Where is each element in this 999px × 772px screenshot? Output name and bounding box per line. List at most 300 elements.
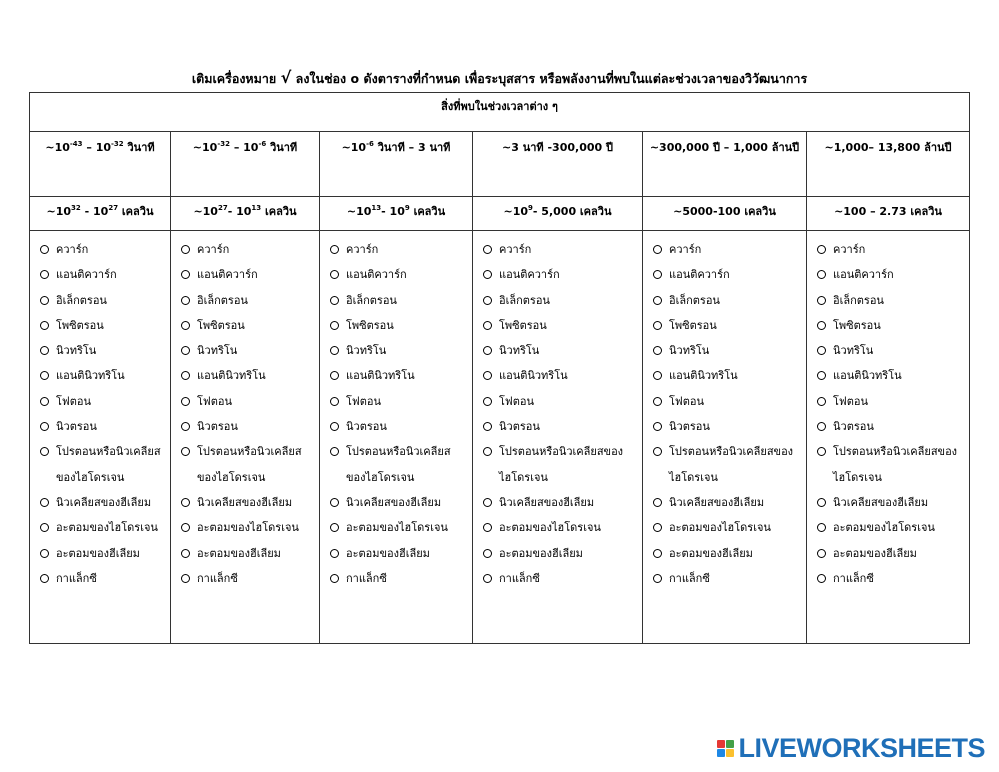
option-item <box>481 288 638 313</box>
option-checkbox[interactable] <box>40 523 49 532</box>
option-label: นิวเคลียสของฮีเลียม <box>833 495 929 509</box>
option-checkbox[interactable] <box>330 321 339 330</box>
option-item <box>328 515 468 540</box>
option-checkbox[interactable] <box>483 245 492 254</box>
table-header: สิ่งที่พบในช่วงเวลาต่าง ๆ <box>30 93 970 132</box>
option-label: นิวเคลียสของฮีเลียม <box>197 495 293 509</box>
option-label: กาแล็กซี <box>669 571 710 585</box>
range-mid: - 5,000 เคลวิน <box>532 205 612 218</box>
logo-square-3 <box>717 749 725 757</box>
option-label: แอนตินิวทริโน <box>669 369 738 383</box>
option-checkbox[interactable] <box>181 447 190 456</box>
option-item <box>481 363 638 388</box>
option-item <box>651 566 802 591</box>
option-item <box>651 313 802 338</box>
option-label: อะตอมของฮีเลียม <box>669 546 753 560</box>
option-label: นิวเคลียสของฮีเลียม <box>346 495 442 509</box>
option-label: นิวตรอน <box>833 420 874 434</box>
option-label: โปรตอนหรือนิวเคลียส ของไฮโดรเจน <box>346 445 451 484</box>
option-checkbox[interactable] <box>181 296 190 305</box>
option-label: อะตอมของฮีเลียม <box>833 546 917 560</box>
option-checkbox[interactable] <box>483 422 492 431</box>
option-checkbox[interactable] <box>817 397 826 406</box>
option-label: อะตอมของฮีเลียม <box>197 546 281 560</box>
option-checkbox[interactable] <box>181 371 190 380</box>
option-checkbox[interactable] <box>653 397 662 406</box>
option-item <box>481 338 638 363</box>
time-range-header <box>807 132 970 197</box>
logo-square-2 <box>726 740 734 748</box>
option-label: กาแล็กซี <box>197 571 238 585</box>
option-label: อะตอมของไฮโดรเจน <box>669 521 771 535</box>
option-checkbox[interactable] <box>330 245 339 254</box>
option-checkbox[interactable] <box>483 549 492 558</box>
option-checkbox[interactable] <box>817 371 826 380</box>
liveworksheets-logo <box>717 733 985 763</box>
option-item <box>651 515 802 540</box>
option-checkbox[interactable] <box>181 549 190 558</box>
option-item <box>179 313 315 338</box>
option-checkbox[interactable] <box>653 422 662 431</box>
option-item <box>815 262 965 287</box>
option-label: นิวทริโน <box>56 344 97 358</box>
option-checkbox[interactable] <box>330 574 339 583</box>
option-checkbox[interactable] <box>483 346 492 355</box>
option-label: โฟตอน <box>346 394 381 408</box>
option-item <box>179 414 315 439</box>
range-prefix: ~1,000– 13,800 ล้านปี <box>824 141 952 154</box>
option-checkbox[interactable] <box>40 321 49 330</box>
temperature-range-header <box>320 197 473 231</box>
option-label: โปรตอนหรือนิวเคลียสของ ไฮโดรเจน <box>669 445 794 484</box>
options-list <box>651 237 802 591</box>
option-item <box>481 389 638 414</box>
option-item <box>179 515 315 540</box>
option-label: แอนติควาร์ก <box>499 268 560 282</box>
option-item <box>481 237 638 262</box>
option-checkbox[interactable] <box>483 371 492 380</box>
option-checkbox[interactable] <box>181 422 190 431</box>
option-checkbox[interactable] <box>653 270 662 279</box>
option-checkbox[interactable] <box>40 549 49 558</box>
option-label: โปรตอนหรือนิวเคลียสของ ไฮโดรเจน <box>833 445 958 484</box>
option-item <box>651 541 802 566</box>
title-text-before: เติมเครื่องหมาย <box>191 71 277 86</box>
range-suffix: เคลวิน <box>118 205 154 218</box>
option-checkbox[interactable] <box>181 270 190 279</box>
option-label: โปรตอนหรือนิวเคลียส ของไฮโดรเจน <box>197 445 302 484</box>
option-item <box>481 414 638 439</box>
option-item <box>328 338 468 363</box>
range-prefix: ~10 <box>45 141 70 154</box>
option-item <box>38 541 166 566</box>
option-item <box>481 313 638 338</box>
option-label: อิเล็กตรอน <box>197 293 248 307</box>
options-cell <box>320 231 473 644</box>
range-prefix: ~5000-100 เคลวิน <box>673 205 776 218</box>
option-label: นิวตรอน <box>197 420 238 434</box>
option-item <box>481 541 638 566</box>
option-label: โพซิตรอน <box>346 318 394 332</box>
option-label: กาแล็กซี <box>56 571 97 585</box>
options-list <box>328 237 468 591</box>
option-label: นิวทริโน <box>833 344 874 358</box>
option-item <box>328 541 468 566</box>
option-checkbox[interactable] <box>330 270 339 279</box>
option-label: แอนติควาร์ก <box>669 268 730 282</box>
option-label: ควาร์ก <box>499 243 532 256</box>
range-exponent: 27 <box>217 204 228 212</box>
range-exponent: 32 <box>71 204 81 212</box>
option-checkbox[interactable] <box>817 574 826 583</box>
option-item <box>651 288 802 313</box>
option-label: อิเล็กตรอน <box>56 293 107 307</box>
option-label: ควาร์ก <box>56 243 89 256</box>
option-item <box>481 262 638 287</box>
option-item <box>38 363 166 388</box>
option-label: อะตอมของฮีเลียม <box>346 546 430 560</box>
option-item <box>328 288 468 313</box>
range-exponent: -32 <box>217 140 230 148</box>
option-label: โฟตอน <box>56 394 91 408</box>
check-mark-icon: √ <box>280 68 292 87</box>
option-item <box>38 262 166 287</box>
option-checkbox[interactable] <box>40 574 49 583</box>
range-exponent: 9 <box>404 204 410 212</box>
option-checkbox[interactable] <box>181 321 190 330</box>
option-checkbox[interactable] <box>181 523 190 532</box>
option-checkbox[interactable] <box>653 447 662 456</box>
option-label: อะตอมของไฮโดรเจน <box>346 521 448 535</box>
option-item <box>815 288 965 313</box>
option-item <box>179 439 315 490</box>
option-checkbox[interactable] <box>181 498 190 507</box>
option-checkbox[interactable] <box>40 270 49 279</box>
range-mid: – 10 <box>82 141 112 154</box>
option-item <box>815 363 965 388</box>
option-checkbox[interactable] <box>181 346 190 355</box>
range-prefix: ~10 <box>46 205 72 218</box>
option-item <box>651 363 802 388</box>
option-item <box>38 414 166 439</box>
option-label: โฟตอน <box>833 394 868 408</box>
range-mid: - 10 <box>381 205 405 218</box>
option-checkbox[interactable] <box>653 574 662 583</box>
option-item <box>328 313 468 338</box>
option-label: แอนตินิวทริโน <box>197 369 266 383</box>
option-label: แอนตินิวทริโน <box>346 369 415 383</box>
option-checkbox[interactable] <box>483 574 492 583</box>
option-label: โพซิตรอน <box>833 318 881 332</box>
options-cell <box>807 231 970 644</box>
option-label: โปรตอนหรือนิวเคลียสของ ไฮโดรเจน <box>499 445 624 484</box>
logo-square-4 <box>726 749 734 757</box>
range-mid: - 10 <box>80 205 109 218</box>
option-checkbox[interactable] <box>653 371 662 380</box>
title-text-after: ดังตารางที่กำหนด เพื่อระบุสสาร หรือพลังงานที่พบในแต่ละช่วงเวลาของวิวัฒนาการ <box>363 71 808 86</box>
range-exponent: 13 <box>251 204 262 212</box>
option-item <box>815 515 965 540</box>
options-list <box>179 237 315 591</box>
option-item <box>179 363 315 388</box>
options-cell <box>171 231 320 644</box>
range-exponent: -32 <box>111 140 124 148</box>
option-item <box>815 414 965 439</box>
option-item <box>38 237 166 262</box>
option-label: โฟตอน <box>669 394 704 408</box>
option-item <box>328 363 468 388</box>
option-checkbox[interactable] <box>40 371 49 380</box>
time-range-header <box>473 132 643 197</box>
temperature-range-header <box>30 197 171 231</box>
option-item <box>815 490 965 515</box>
option-item <box>651 490 802 515</box>
option-checkbox[interactable] <box>181 574 190 583</box>
options-cell <box>473 231 643 644</box>
option-checkbox[interactable] <box>40 447 49 456</box>
option-label: อิเล็กตรอน <box>833 293 884 307</box>
option-label: แอนติควาร์ก <box>346 268 407 282</box>
option-label: โพซิตรอน <box>499 318 547 332</box>
option-checkbox[interactable] <box>330 549 339 558</box>
range-suffix: เคลวิน <box>261 205 297 218</box>
option-item <box>328 389 468 414</box>
evolution-table <box>29 92 970 644</box>
option-checkbox[interactable] <box>40 498 49 507</box>
option-item <box>328 490 468 515</box>
option-item <box>815 338 965 363</box>
range-prefix: ~3 นาที -300,000 ปี <box>502 141 613 154</box>
logo-square-1 <box>717 740 725 748</box>
range-suffix: วินาที <box>123 141 155 154</box>
option-label: นิวเคลียสของฮีเลียม <box>669 495 765 509</box>
options-cell <box>30 231 171 644</box>
range-mid: – 10 <box>229 141 259 154</box>
option-label: อะตอมของไฮโดรเจน <box>499 521 601 535</box>
option-checkbox[interactable] <box>483 296 492 305</box>
option-checkbox[interactable] <box>483 498 492 507</box>
option-checkbox[interactable] <box>330 447 339 456</box>
option-item <box>651 389 802 414</box>
option-item <box>815 389 965 414</box>
option-checkbox[interactable] <box>330 371 339 380</box>
option-label: นิวเคลียสของฮีเลียม <box>499 495 595 509</box>
option-checkbox[interactable] <box>817 321 826 330</box>
option-item <box>38 515 166 540</box>
option-item <box>651 237 802 262</box>
range-exponent: -6 <box>366 140 374 148</box>
option-checkbox[interactable] <box>817 523 826 532</box>
option-checkbox[interactable] <box>330 498 339 507</box>
option-label: กาแล็กซี <box>346 571 387 585</box>
option-label: อิเล็กตรอน <box>346 293 397 307</box>
option-item <box>328 439 468 490</box>
option-item <box>179 237 315 262</box>
option-item <box>179 338 315 363</box>
option-checkbox[interactable] <box>330 422 339 431</box>
option-checkbox[interactable] <box>653 346 662 355</box>
option-checkbox[interactable] <box>483 523 492 532</box>
option-item <box>651 338 802 363</box>
option-checkbox[interactable] <box>817 245 826 254</box>
option-label: อิเล็กตรอน <box>669 293 720 307</box>
option-label: อะตอมของไฮโดรเจน <box>833 521 935 535</box>
range-exponent: -43 <box>69 140 83 148</box>
option-item <box>815 439 965 490</box>
option-item <box>651 439 802 490</box>
option-item <box>38 288 166 313</box>
options-list <box>815 237 965 591</box>
range-prefix: ~10 <box>503 205 529 218</box>
option-checkbox[interactable] <box>817 346 826 355</box>
range-exponent: 27 <box>108 204 119 212</box>
option-label: กาแล็กซี <box>833 571 874 585</box>
temperature-range-header <box>171 197 320 231</box>
option-label: แอนติควาร์ก <box>56 268 117 282</box>
option-item <box>651 262 802 287</box>
option-label: ควาร์ก <box>833 243 866 256</box>
option-checkbox[interactable] <box>330 346 339 355</box>
option-item <box>815 313 965 338</box>
option-checkbox[interactable] <box>653 321 662 330</box>
option-label: แอนตินิวทริโน <box>499 369 568 383</box>
option-label: แอนตินิวทริโน <box>56 369 125 383</box>
range-prefix: ~100 – 2.73 เคลวิน <box>834 205 942 218</box>
logo-mark-icon <box>717 740 734 757</box>
option-item <box>481 490 638 515</box>
option-item <box>651 414 802 439</box>
option-checkbox[interactable] <box>653 549 662 558</box>
option-label: แอนติควาร์ก <box>197 268 258 282</box>
option-checkbox[interactable] <box>653 523 662 532</box>
options-list <box>481 237 638 591</box>
option-label: โฟตอน <box>499 394 534 408</box>
time-range-header <box>320 132 473 197</box>
title-text-middle: ลงในช่อง <box>295 71 347 86</box>
option-checkbox[interactable] <box>817 422 826 431</box>
option-checkbox[interactable] <box>817 296 826 305</box>
option-label: อะตอมของฮีเลียม <box>56 546 140 560</box>
option-label: นิวทริโน <box>499 344 540 358</box>
option-label: อะตอมของฮีเลียม <box>499 546 583 560</box>
option-checkbox[interactable] <box>483 270 492 279</box>
option-item <box>38 439 166 490</box>
range-mid: วินาที – 3 นาที <box>373 141 451 154</box>
option-item <box>328 237 468 262</box>
option-checkbox[interactable] <box>653 498 662 507</box>
option-item <box>38 338 166 363</box>
option-checkbox[interactable] <box>653 245 662 254</box>
temperature-range-header <box>643 197 807 231</box>
option-label: อิเล็กตรอน <box>499 293 550 307</box>
range-prefix: ~10 <box>341 141 367 154</box>
option-item <box>815 541 965 566</box>
option-item <box>815 237 965 262</box>
option-item <box>179 389 315 414</box>
option-item <box>38 566 166 591</box>
option-checkbox[interactable] <box>483 321 492 330</box>
time-range-header <box>171 132 320 197</box>
circle-symbol: o <box>350 71 360 86</box>
time-range-header <box>30 132 171 197</box>
option-label: โพซิตรอน <box>56 318 104 332</box>
range-exponent: -6 <box>258 140 267 148</box>
option-item <box>328 566 468 591</box>
option-label: นิวทริโน <box>197 344 238 358</box>
logo-text: LIVEWORKSHEETS <box>738 732 985 763</box>
option-checkbox[interactable] <box>40 296 49 305</box>
range-prefix: ~10 <box>192 141 218 154</box>
range-suffix: วินาที <box>266 141 298 154</box>
option-label: นิวตรอน <box>499 420 540 434</box>
option-label: โปรตอนหรือนิวเคลียส ของไฮโดรเจน <box>56 445 161 484</box>
option-label: ควาร์ก <box>197 243 230 256</box>
option-checkbox[interactable] <box>181 397 190 406</box>
option-checkbox[interactable] <box>330 296 339 305</box>
option-label: โฟตอน <box>197 394 232 408</box>
option-item <box>179 288 315 313</box>
option-checkbox[interactable] <box>40 397 49 406</box>
time-range-header <box>643 132 807 197</box>
range-suffix: เคลวิน <box>409 205 446 218</box>
option-label: แอนติควาร์ก <box>833 268 894 282</box>
option-checkbox[interactable] <box>330 523 339 532</box>
option-checkbox[interactable] <box>817 447 826 456</box>
option-item <box>38 389 166 414</box>
option-checkbox[interactable] <box>483 447 492 456</box>
temperature-range-header <box>807 197 970 231</box>
option-label: นิวตรอน <box>346 420 387 434</box>
option-checkbox[interactable] <box>40 245 49 254</box>
option-checkbox[interactable] <box>330 397 339 406</box>
options-cell <box>643 231 807 644</box>
option-label: ควาร์ก <box>669 243 702 256</box>
option-label: กาแล็กซี <box>499 571 540 585</box>
option-checkbox[interactable] <box>483 397 492 406</box>
option-checkbox[interactable] <box>40 346 49 355</box>
option-checkbox[interactable] <box>817 270 826 279</box>
option-item <box>179 541 315 566</box>
option-item <box>328 262 468 287</box>
worksheet-title <box>0 68 999 89</box>
temperature-range-header <box>473 197 643 231</box>
range-prefix: ~10 <box>346 205 372 218</box>
option-label: อะตอมของไฮโดรเจน <box>197 521 299 535</box>
option-label: โพซิตรอน <box>197 318 245 332</box>
options-list <box>38 237 166 591</box>
option-item <box>38 490 166 515</box>
option-label: นิวตรอน <box>56 420 97 434</box>
range-exponent: 13 <box>371 204 382 212</box>
option-checkbox[interactable] <box>181 245 190 254</box>
option-label: แอนตินิวทริโน <box>833 369 902 383</box>
option-item <box>815 566 965 591</box>
option-label: อะตอมของไฮโดรเจน <box>56 521 158 535</box>
option-checkbox[interactable] <box>817 498 826 507</box>
range-prefix: ~300,000 ปี – 1,000 ล้านปี <box>649 141 800 154</box>
option-item <box>328 414 468 439</box>
option-item <box>481 439 638 490</box>
range-exponent: 9 <box>528 204 533 212</box>
option-item <box>179 490 315 515</box>
option-checkbox[interactable] <box>817 549 826 558</box>
option-label: โพซิตรอน <box>669 318 717 332</box>
option-checkbox[interactable] <box>653 296 662 305</box>
option-item <box>38 313 166 338</box>
option-checkbox[interactable] <box>40 422 49 431</box>
option-label: นิวทริโน <box>669 344 710 358</box>
option-item <box>481 566 638 591</box>
